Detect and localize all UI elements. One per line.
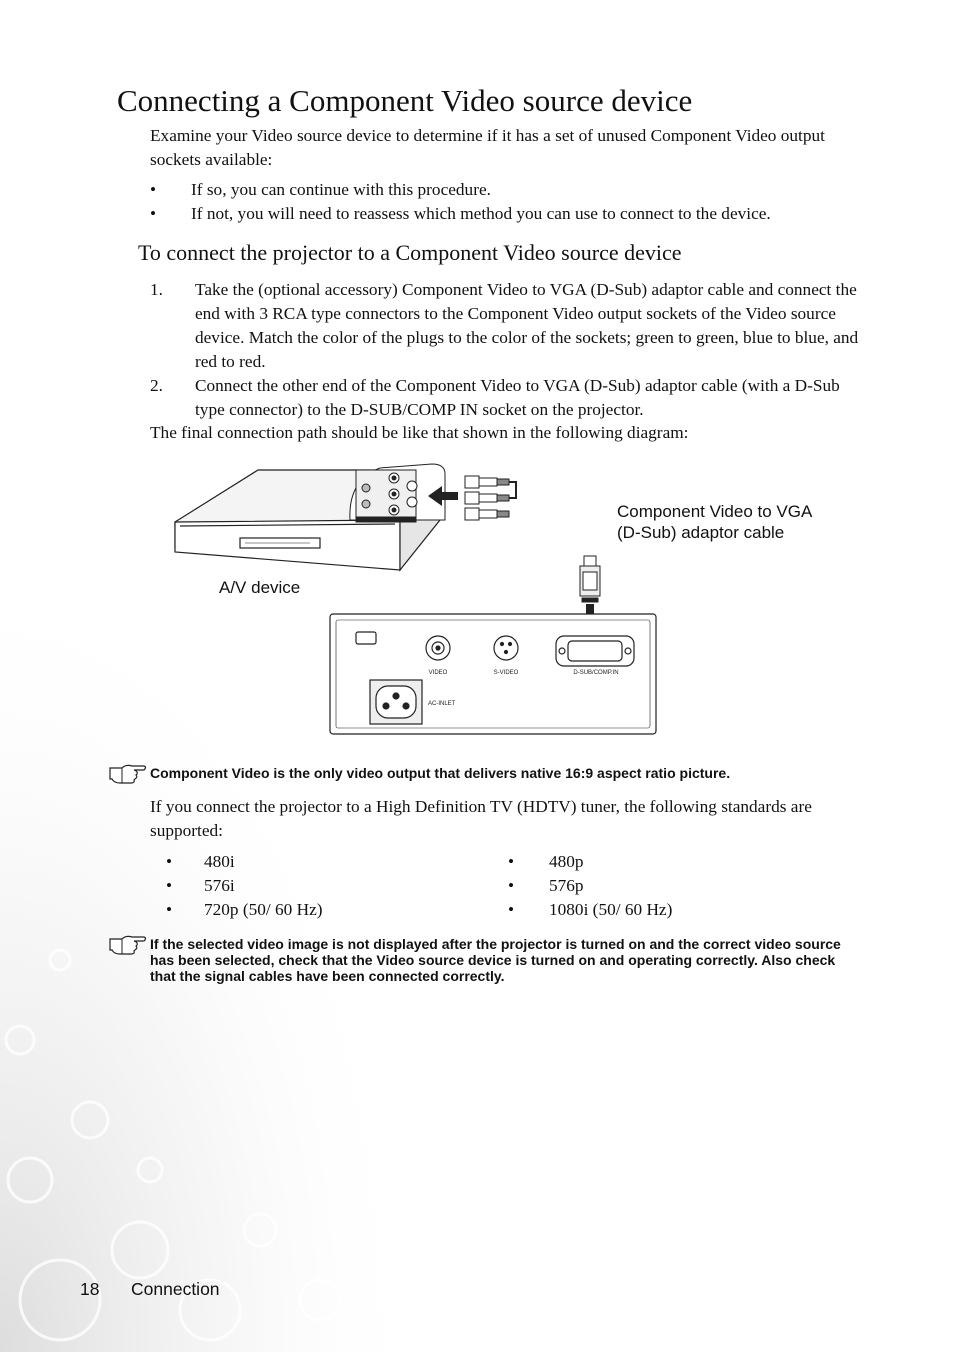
intro-paragraph: Examine your Video source device to determine if it has a set of unused Component Video output sockets available: [150, 126, 825, 169]
note-hand-icon [108, 933, 148, 957]
hdtv-paragraph: If you connect the projector to a High Definition TV (HDTV) tuner, the following standards are supported: [150, 797, 812, 840]
standard-text: 480p [549, 852, 584, 871]
footer-section: Connection [131, 1279, 220, 1299]
standard-text: 576i [204, 876, 235, 895]
step-number-1: 1. [150, 280, 163, 299]
bullet-dot: • [166, 876, 173, 895]
bullet-dot: • [508, 852, 515, 871]
panel-label-ac: AC-INLET [428, 701, 456, 707]
connection-diagram [170, 460, 860, 740]
page-number: 18 [80, 1279, 100, 1299]
panel-label-video: VIDEO [428, 670, 448, 676]
bullet-dot: • [166, 852, 173, 871]
standard-text: 480i [204, 852, 235, 871]
intro-bullet-text: If not, you will need to reassess which method you can use to connect to the device. [191, 204, 771, 223]
panel-label-dsub: D-SUB/COMP.IN [573, 670, 619, 676]
panel-label-svideo: S-VIDEO [493, 670, 519, 676]
note-1-text: Component Video is the only video output that delivers native 16:9 aspect ratio picture. [150, 765, 731, 781]
step-text-1: Take the (optional accessory) Component Video to VGA (D-Sub) adaptor cable and connect the end with 3 RCA type connectors to the Component Video output sockets of the Video source device. Match the color of the plugs to the color of the sockets; green to green, blue to blue, and red to red. [195, 280, 859, 371]
note-2-text: If the selected video image is not displayed after the projector is turned on and the correct video source has been selected, check that the Video source device is turned on and operating correctly. Also check that the signal cables have been connected correctly. [150, 936, 841, 984]
bullet-dot: • [508, 900, 515, 919]
bullet-dot: • [508, 876, 515, 895]
bullet-dot: • [166, 900, 173, 919]
bullet-dot: • [150, 180, 157, 199]
step-number-2: 2. [150, 376, 163, 395]
vga-plug [580, 556, 600, 602]
standard-text: 576p [549, 876, 584, 895]
note-hand-icon [108, 762, 148, 786]
av-output-panel [350, 464, 445, 522]
av-device-label: A/V device [219, 578, 301, 597]
bullet-dot: • [150, 204, 157, 223]
adaptor-cable [509, 482, 516, 498]
intro-bullet-text: If so, you can continue with this procedure. [191, 180, 491, 199]
cable-label-line-1: Component Video to VGA [617, 502, 813, 521]
section-subtitle: To connect the projector to a Component Video source device [138, 240, 682, 265]
cable-label-line-2: (D-Sub) adaptor cable [617, 523, 785, 542]
page-title: Connecting a Component Video source device [117, 83, 693, 118]
standard-text: 720p (50/ 60 Hz) [204, 900, 323, 919]
final-connection-text: The final connection path should be like that shown in the following diagram: [150, 423, 689, 442]
rca-plugs [465, 476, 509, 520]
step-text-2: Connect the other end of the Component Video to VGA (D-Sub) adaptor cable (with a D-Sub type connector) to the D-SUB/COMP IN socket on the projector. [195, 376, 840, 419]
standard-text: 1080i (50/ 60 Hz) [549, 900, 673, 919]
